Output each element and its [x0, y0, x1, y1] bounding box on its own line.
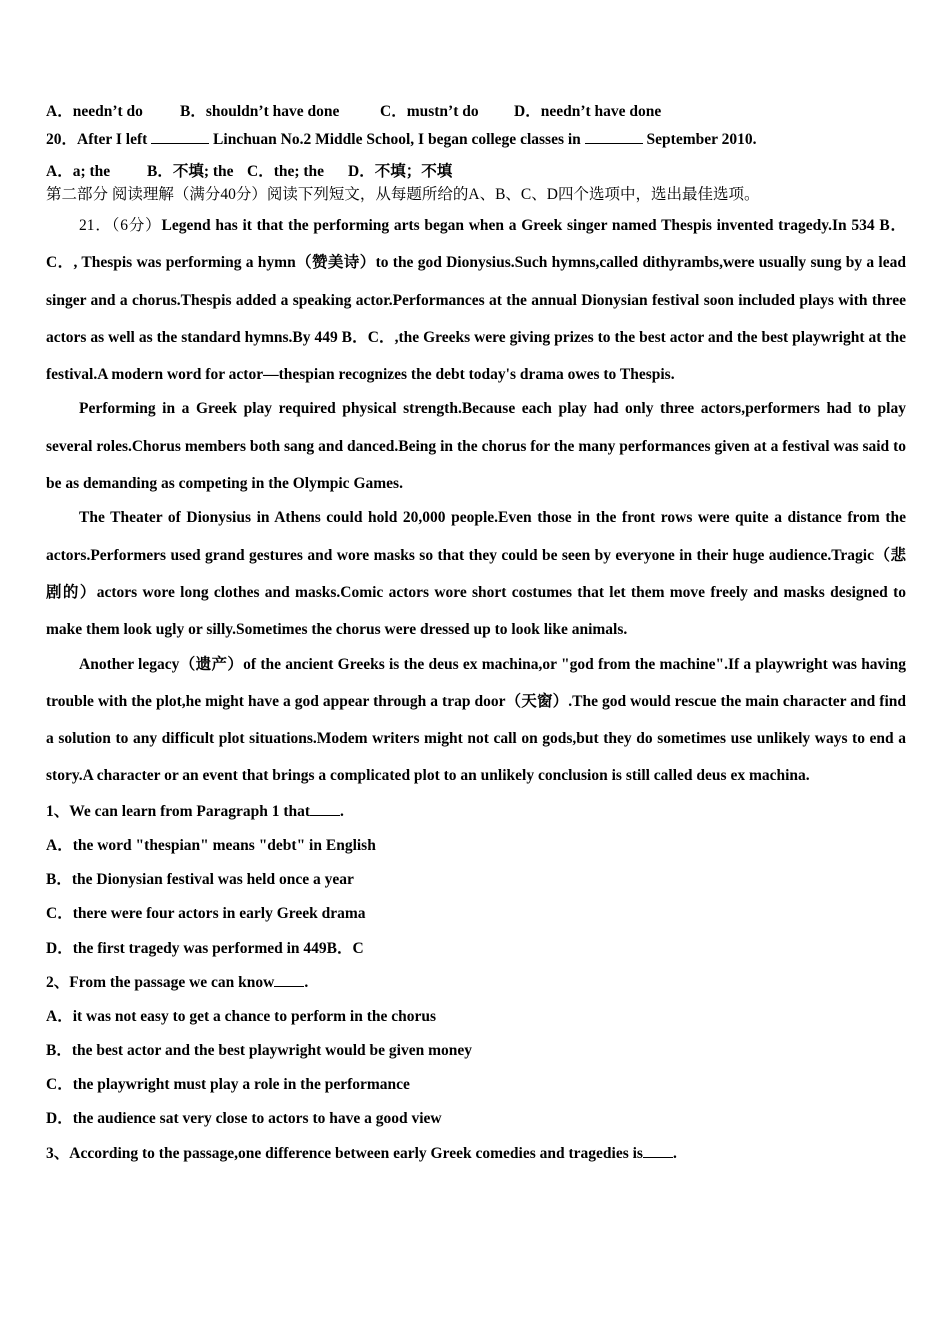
- answer-blank: [585, 129, 643, 144]
- question-20-options: [46, 158, 906, 185]
- answer-blank: [643, 1143, 673, 1158]
- previous-question-options: [46, 98, 906, 125]
- option-d: D．不填；不填: [348, 163, 453, 180]
- passage-paragraph-1: [46, 207, 906, 393]
- answer-option: C．there were four actors in early Greek drama: [46, 905, 366, 923]
- stem-end: .: [672, 1144, 677, 1162]
- passage-paragraph-4: Another legacy（遗产）of the ancient Greeks is the deus ex machina,or "god from the machine".If a playwright was having trouble with the plot,he might have a god appear through a trap door（天窗）.The god would rescue the main character and find a solution to any difficult plot situations.Modem writers might not call on gods,but they do sometimes use unlikely ways to end a story.A character or an event that brings a complicated plot to an unlikely conclusion is still called deus ex machina.: [46, 655, 906, 785]
- option-a: A．a; the: [46, 163, 111, 180]
- answer-option: A．the word "thespian" means "debt" in English: [46, 836, 376, 854]
- option-d: D．needn’t have done: [514, 103, 662, 120]
- paragraph-text: Legend has it that the performing arts began when a Greek singer named Thespis invented tragedy.In 534 B．C．, Thespis was performing a hymn（赞美诗）to the god Dionysius.Such hymns,called dithyrambs,were usually sung by a lead singer and a chorus.Thespis added a speaking actor.Performances at the annual Dionysian festival soon included plays with three actors as well as the standard hymns.By 449 B．C．,the Greeks were giving prizes to the best actor and the best playwright at the festival.A modern word for actor—thespian recognizes the debt today's drama owes to Thespis.: [46, 217, 906, 384]
- question-stem: [46, 1137, 906, 1171]
- answer-option: A．it was not easy to get a chance to perform in the chorus: [46, 1007, 437, 1025]
- question-20-tail: September 2010.: [642, 131, 757, 148]
- stem-text: 2、From the passage we can know: [46, 973, 275, 991]
- option-c: C．mustn’t do: [380, 103, 479, 120]
- answer-blank: [151, 129, 209, 144]
- question-stem: [46, 966, 906, 1000]
- answer-blank: [310, 801, 340, 816]
- exam-page: [46, 98, 906, 1171]
- question-20: [46, 125, 906, 155]
- section-heading: 第二部分 阅读理解（满分40分）阅读下列短文，从每题所给的A、B、C、D四个选项中，选出最佳选项。: [46, 186, 760, 203]
- passage-paragraph-2: Performing in a Greek play required physical strength.Because each play had only three actors,performers had to play several roles.Chorus members both sang and danced.Being in the chorus for the many performances given at a festival was said to be as demanding as competing in the Olympic Games.: [46, 400, 906, 493]
- option-b: B．shouldn’t have done: [180, 103, 340, 120]
- answer-option: D．the first tragedy was performed in 449B．C: [46, 939, 364, 957]
- question-20-lead: 20．After I left: [46, 131, 152, 148]
- stem-text: 1、We can learn from Paragraph 1 that: [46, 802, 311, 820]
- answer-option: B．the Dionysian festival was held once a year: [46, 871, 354, 889]
- passage-paragraph-3: The Theater of Dionysius in Athens could hold 20,000 people.Even those in the front rows were quite a distance from the actors.Performers used grand gestures and wore masks so that they could be seen by everyone in their huge audience.Tragic（悲剧的）actors wore long clothes and masks.Comic actors wore short costumes that let them move freely and masks designed to make them look ugly or silly.Sometimes the chorus were dressed up to look like animals.: [46, 509, 906, 639]
- answer-blank: [274, 972, 304, 987]
- answer-option: B．the best actor and the best playwright would be given money: [46, 1042, 472, 1060]
- stem-end: .: [304, 973, 309, 991]
- stem-end: .: [340, 802, 344, 820]
- question-number: 21．（6分）: [79, 217, 162, 234]
- answer-option: C．the playwright must play a role in the performance: [46, 1076, 410, 1094]
- option-b: B．不填; the: [147, 163, 234, 180]
- question-stem: [46, 795, 906, 829]
- stem-text: 3、According to the passage,one difference between early Greek comedies and tragedies is: [46, 1144, 643, 1162]
- option-a: A．needn’t do: [46, 103, 143, 120]
- option-c: C．the; the: [247, 163, 325, 180]
- answer-option: D．the audience sat very close to actors to have a good view: [46, 1110, 442, 1128]
- question-20-mid: Linchuan No.2 Middle School, I began college classes in: [209, 131, 585, 148]
